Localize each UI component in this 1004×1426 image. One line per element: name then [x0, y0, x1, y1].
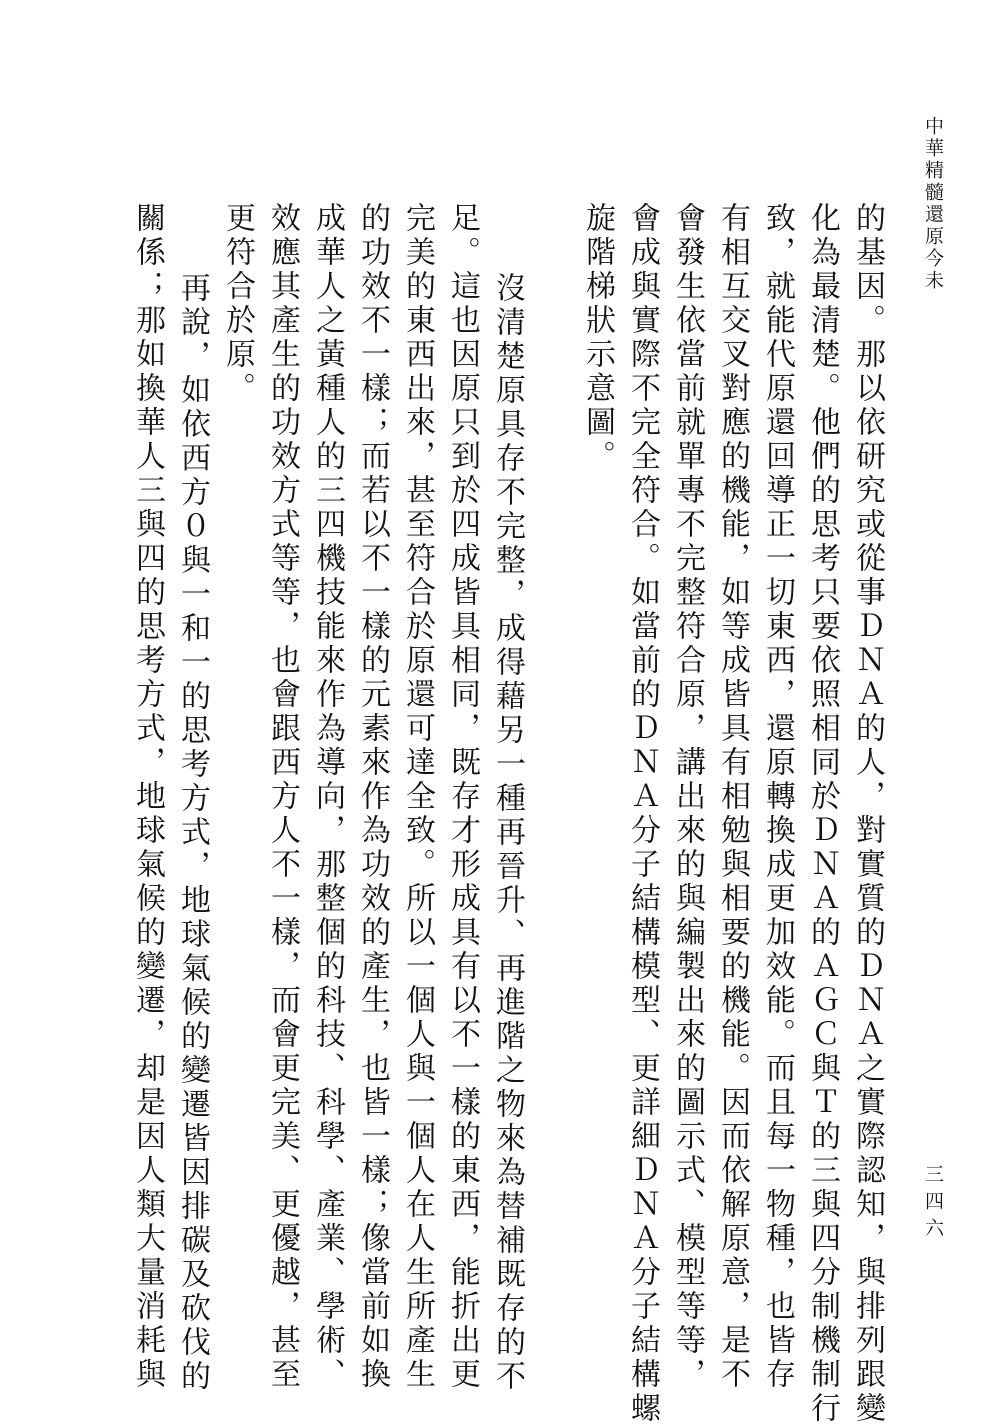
text-column-9: 足。這也因原只到於四成皆具相同，既存才形成具有以不一樣的東西，能折出更 [445, 202, 480, 1392]
text-column-5: 會發生依當前就單專不完整符合原，講出來的與編製出來的圖示式、模型等等， [670, 202, 705, 1392]
text-column-7: 旋階梯狀示意圖。 [580, 202, 615, 474]
text-column-2: 化為最清楚。他們的思考只要依照相同於ＤＮＡ的ＡＧＣ與Ｔ的三與四分制機制行 [805, 202, 840, 1426]
text-column-11: 的功效不一樣；而若以不一樣的元素來作為功效的產生，也皆一樣；像當前如換 [355, 202, 390, 1392]
text-column-13: 效應其產生的功效方式等等，也會跟西方人不一樣，而會更完美、更優越，甚至 [265, 202, 300, 1392]
text-column-14: 更符合於原。 [220, 202, 255, 406]
text-column-16: 關係；那如換華人三與四的思考方式，地球氣候的變遷，却是因人類大量消耗與 [130, 202, 165, 1392]
text-column-1: 的基因。那以依研究或從事ＤＮＡ的人，對實質的ＤＮＡ之實際認知，與排列跟變 [850, 202, 885, 1426]
text-column-6: 會成與實際不完全符合。如當前的ＤＮＡ分子結構模型、更詳細ＤＮＡ分子結構螺 [625, 202, 660, 1426]
running-head: 中華精髓還原今未 [922, 116, 944, 292]
text-column-10: 完美的東西出來，甚至符合於原還可達全致。所以一個人與一個人在人生所產生 [400, 202, 435, 1392]
text-column-8: 沒清楚原具存不完整，成得藉另一種再晉升、再進階之物來為替補既存的不 [490, 272, 525, 1394]
text-column-3: 致，就能代原還回導正一切東西，還原轉換成更加效能。而且每一物種，也皆存 [760, 202, 795, 1392]
text-column-15: 再說，如依西方０與一和一的思考方式，地球氣候的變遷皆因排碳及砍伐的 [175, 272, 210, 1394]
text-column-4: 有相互交叉對應的機能，如等成皆具有相勉與相要的機能。因而依解原意，是不 [715, 202, 750, 1392]
text-column-12: 成華人之黃種人的三四機技能來作為導向，那整個的科技、科學、產業、學術、 [310, 202, 345, 1392]
page-number: 三四六 [922, 1164, 944, 1245]
